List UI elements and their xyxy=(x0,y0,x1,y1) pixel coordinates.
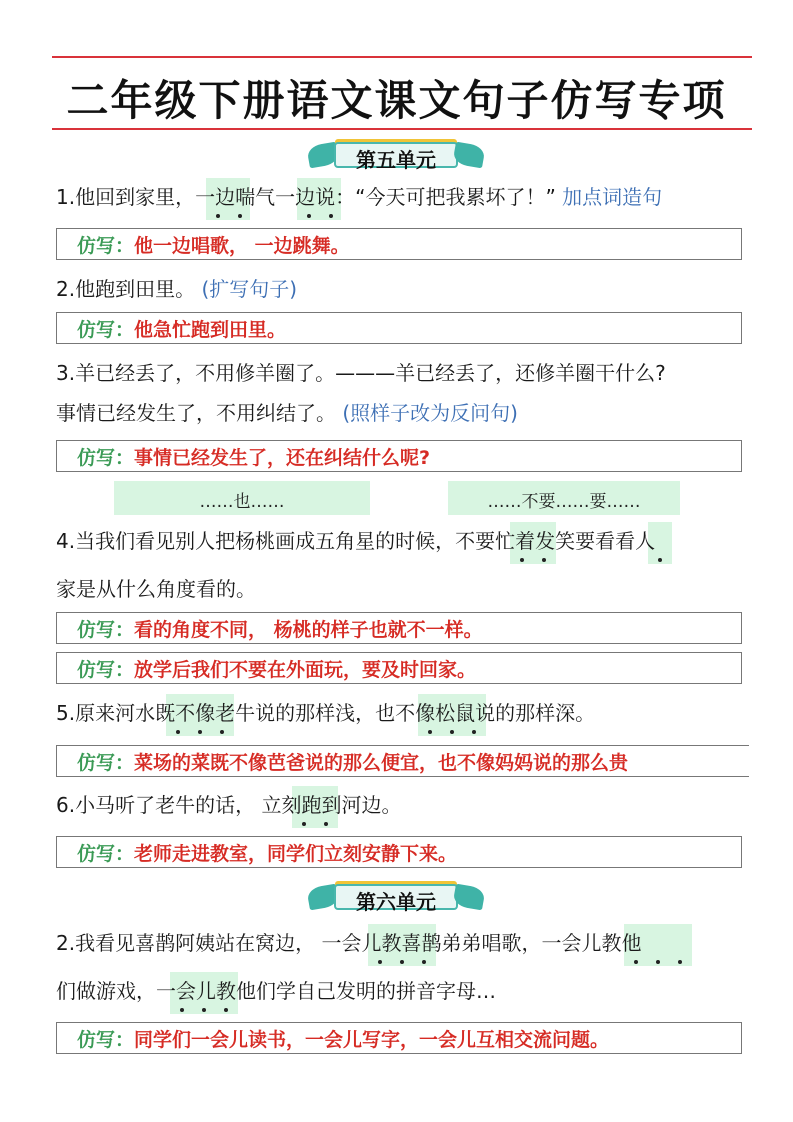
q1-sentence xyxy=(56,182,662,212)
q4-answer-1 xyxy=(77,615,483,642)
answer-prefix: 仿写： xyxy=(77,843,135,865)
page-title: 二年级下册语文课文句子仿写专项 xyxy=(66,76,727,125)
emphasis-dot xyxy=(324,822,328,826)
q4-line1: 4.当我们看见别人把杨桃画成五角星的时候，不要忙着发笑要看看人 xyxy=(56,529,656,553)
q7-answer-text: 同学们一会儿读书，一会儿写字，一会儿互相交流问题。 xyxy=(134,1029,610,1051)
q7-answer xyxy=(77,1025,609,1052)
q4-answer2-text: 放学后我们不要在外面玩，要及时回家。 xyxy=(134,659,477,681)
q5-answer-text: 菜场的菜既不像芭爸说的那么便宜，也不像妈妈说的那么贵 xyxy=(134,752,629,774)
q2-answer-text: 他急忙跑到田里。 xyxy=(134,319,287,341)
title-rule xyxy=(52,128,752,130)
unit5-label: 第五单元 xyxy=(356,148,436,172)
q4-answer1-text: 看的角度不同， 杨桃的样子也就不一样。 xyxy=(134,619,483,641)
emphasis-dot xyxy=(634,960,638,964)
pattern-ye xyxy=(114,481,370,515)
emphasis-dot xyxy=(307,214,311,218)
q6-answer xyxy=(77,839,457,866)
q3-line1: 3.羊已经丢了，不用修羊圈了。———羊已经丢了，还修羊圈干什么? xyxy=(56,361,666,385)
answer-prefix: 仿写： xyxy=(77,1029,135,1051)
q1-answer-text: 他一边唱歌， 一边跳舞。 xyxy=(134,235,350,257)
emphasis-dot xyxy=(400,960,404,964)
pattern-buyao-yao xyxy=(448,481,680,515)
emphasis-dot xyxy=(472,730,476,734)
q7-line2: 们做游戏，一会儿教他们学自己发明的拼音字母… xyxy=(56,979,496,1003)
emphasis-dot xyxy=(216,214,220,218)
answer-prefix: 仿写： xyxy=(77,319,135,341)
emphasis-dot xyxy=(542,558,546,562)
q1-hint: 加点词造句 xyxy=(562,185,663,209)
answer-prefix: 仿写： xyxy=(77,235,135,257)
emphasis-dot xyxy=(520,558,524,562)
top-rule xyxy=(52,56,752,58)
emphasis-dot xyxy=(428,730,432,734)
answer-prefix: 仿写： xyxy=(77,659,135,681)
q3-answer-box xyxy=(56,440,742,472)
q1-answer-box xyxy=(56,228,742,260)
emphasis-dot xyxy=(198,730,202,734)
pattern-ye-text: ……也…… xyxy=(199,492,285,512)
q1-text: 1.他回到家里，一边喘气一边说：“今天可把我累坏了！” xyxy=(56,185,556,209)
answer-prefix: 仿写： xyxy=(77,619,135,641)
answer-prefix: 仿写： xyxy=(77,447,135,469)
q2-hint: (扩写句子) xyxy=(201,277,298,301)
emphasis-dot xyxy=(378,960,382,964)
q3-line2 xyxy=(56,398,518,428)
q2-sentence xyxy=(56,274,297,304)
emphasis-dot xyxy=(450,730,454,734)
emphasis-dot xyxy=(656,960,660,964)
q7-answer-box xyxy=(56,1022,742,1054)
q4-answer-box-1 xyxy=(56,612,742,644)
emphasis-dot xyxy=(220,730,224,734)
q3-answer-text: 事情已经发生了，还在纠结什么呢? xyxy=(134,447,431,469)
emphasis-dot xyxy=(224,1008,228,1012)
unit5-banner xyxy=(306,138,486,172)
emphasis-dot xyxy=(658,558,662,562)
q4-line2: 家是从什么角度看的。 xyxy=(56,577,256,601)
emphasis-dot xyxy=(678,960,682,964)
emphasis-dot xyxy=(176,730,180,734)
q6-sentence: 6.小马听了老牛的话， 立刻跑到河边。 xyxy=(56,793,402,817)
q4-answer-2 xyxy=(77,655,476,682)
emphasis-dot xyxy=(422,960,426,964)
q3-text2: 事情已经发生了，不用纠结了。 xyxy=(56,401,336,425)
q3-answer xyxy=(77,443,430,470)
q4-answer-box-2 xyxy=(56,652,742,684)
q3-hint: (照样子改为反问句) xyxy=(342,401,518,425)
q6-answer-text: 老师走进教室，同学们立刻安静下来。 xyxy=(134,843,458,865)
unit6-label: 第六单元 xyxy=(356,890,436,914)
q5-answer xyxy=(77,748,628,775)
emphasis-dot xyxy=(329,214,333,218)
q2-text: 2.他跑到田里。 xyxy=(56,277,196,301)
emphasis-dot xyxy=(180,1008,184,1012)
q5-answer-box xyxy=(56,745,749,777)
emphasis-dot xyxy=(202,1008,206,1012)
emphasis-dot xyxy=(302,822,306,826)
q5-sentence: 5.原来河水既不像老牛说的那样浅，也不像松鼠说的那样深。 xyxy=(56,701,596,725)
pattern-buyao-text: ……不要……要…… xyxy=(487,492,641,512)
emphasis-dot xyxy=(238,214,242,218)
q2-answer xyxy=(77,315,286,342)
q7-line1: 2.我看见喜鹊阿姨站在窝边， 一会儿教喜鹊弟弟唱歌，一会儿教他 xyxy=(56,931,642,955)
q1-answer xyxy=(77,231,350,258)
unit6-banner xyxy=(306,880,486,914)
answer-prefix: 仿写： xyxy=(77,752,135,774)
q6-answer-box xyxy=(56,836,742,868)
q2-answer-box xyxy=(56,312,742,344)
